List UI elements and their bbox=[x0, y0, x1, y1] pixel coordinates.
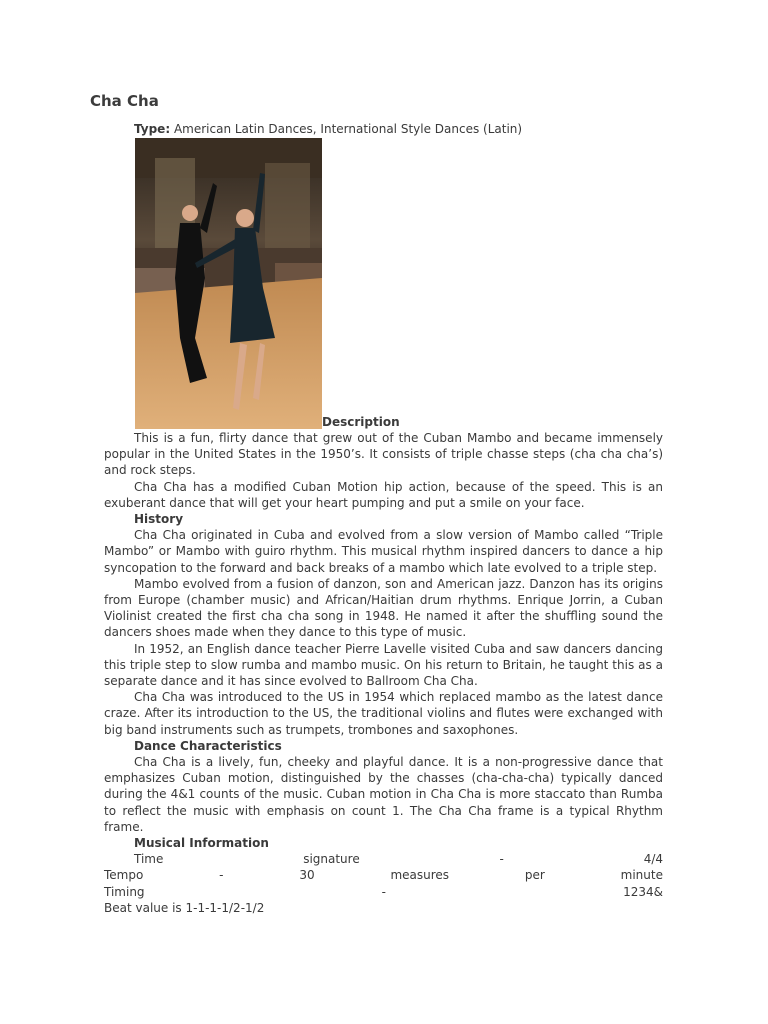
history-paragraph: Cha Cha originated in Cuba and evolved from a slow version of Mambo called “Triple Mambo” or Mambo with guiro rhythm. This musical rhythm inspired dancers to dance a hip syncopation to the forward and back breaks of a mambo which late evolved to a triple step. bbox=[104, 528, 663, 575]
history-paragraph: In 1952, an English dance teacher Pierre Lavelle visited Cuba and saw dancers dancing this triple step to slow rumba and mambo music. On his return to Britain, he taught this as a separate dance and it has since evolved to Ballroom Cha Cha. bbox=[104, 641, 663, 689]
tempo-word: Tempo bbox=[104, 868, 144, 883]
type-label: Type: bbox=[134, 122, 171, 136]
history-heading: History bbox=[134, 512, 184, 527]
timing-word: 1234& bbox=[623, 884, 663, 899]
beat-value: Beat value is 1-1-1-1/2-1/2 bbox=[104, 900, 265, 915]
tempo-word: per bbox=[524, 868, 545, 883]
description-heading: Description bbox=[322, 415, 400, 429]
dancers-photo bbox=[135, 138, 322, 429]
time-signature-row bbox=[104, 851, 663, 867]
timing-word: Timing bbox=[104, 884, 145, 899]
page-title: Cha Cha bbox=[90, 92, 159, 110]
history-paragraph: Cha Cha was introduced to the US in 1954 which replaced mambo as the latest dance craze. After its introduction to the US, the traditional violins and flutes were exchanged with big band instruments such as trumpets, trombones and saxophones. bbox=[104, 690, 663, 737]
article-body bbox=[104, 430, 663, 916]
tempo-word: measures bbox=[390, 868, 450, 883]
time-signature-word: signature bbox=[303, 852, 360, 867]
description-paragraph: Cha Cha has a modified Cuban Motion hip action, because of the speed. This is an exuberant dance that will get your heart pumping and put a smile on your face. bbox=[104, 479, 663, 510]
time-signature-word: 4/4 bbox=[643, 852, 663, 867]
description-paragraph: This is a fun, flirty dance that grew out of the Cuban Mambo and became immensely popular in the United States in the 1950’s. It consists of triple chasse steps (cha cha cha’s) and rock steps. bbox=[104, 431, 663, 478]
music-heading: Musical Information bbox=[134, 836, 269, 851]
type-value: American Latin Dances, International Style Dances (Latin) bbox=[173, 122, 523, 136]
time-signature-word: Time bbox=[134, 852, 164, 867]
tempo-word: 30 bbox=[299, 868, 315, 883]
tempo-word: minute bbox=[620, 868, 663, 883]
type-line bbox=[134, 121, 522, 137]
timing-word: - bbox=[381, 884, 386, 899]
characteristics-heading: Dance Characteristics bbox=[134, 738, 282, 753]
characteristics-paragraph: Cha Cha is a lively, fun, cheeky and playful dance. It is a non-progressive dance that emphasizes Cuban motion, distinguished by the chasses (cha-cha-cha) typically danced during the 4&1 counts of the music. Cuban motion in Cha Cha is more staccato than Rumba to reflect the music with emphasis on count 1. The Cha Cha frame is a typical Rhythm frame. bbox=[104, 755, 663, 834]
dancers-photo-icon bbox=[135, 138, 322, 429]
history-paragraph: Mambo evolved from a fusion of danzon, son and American jazz. Danzon has its origins from Europe (chamber music) and African/Haitian drum rhythms. Enrique Jorrin, a Cuban Violinist created the first cha cha song in 1948. He named it after the shuffling sound the dancers shoes made when they dance to this type of music. bbox=[104, 576, 663, 640]
timing-row bbox=[104, 884, 663, 900]
tempo-word: - bbox=[219, 868, 224, 883]
tempo-row bbox=[104, 867, 663, 883]
time-signature-word: - bbox=[499, 852, 504, 867]
